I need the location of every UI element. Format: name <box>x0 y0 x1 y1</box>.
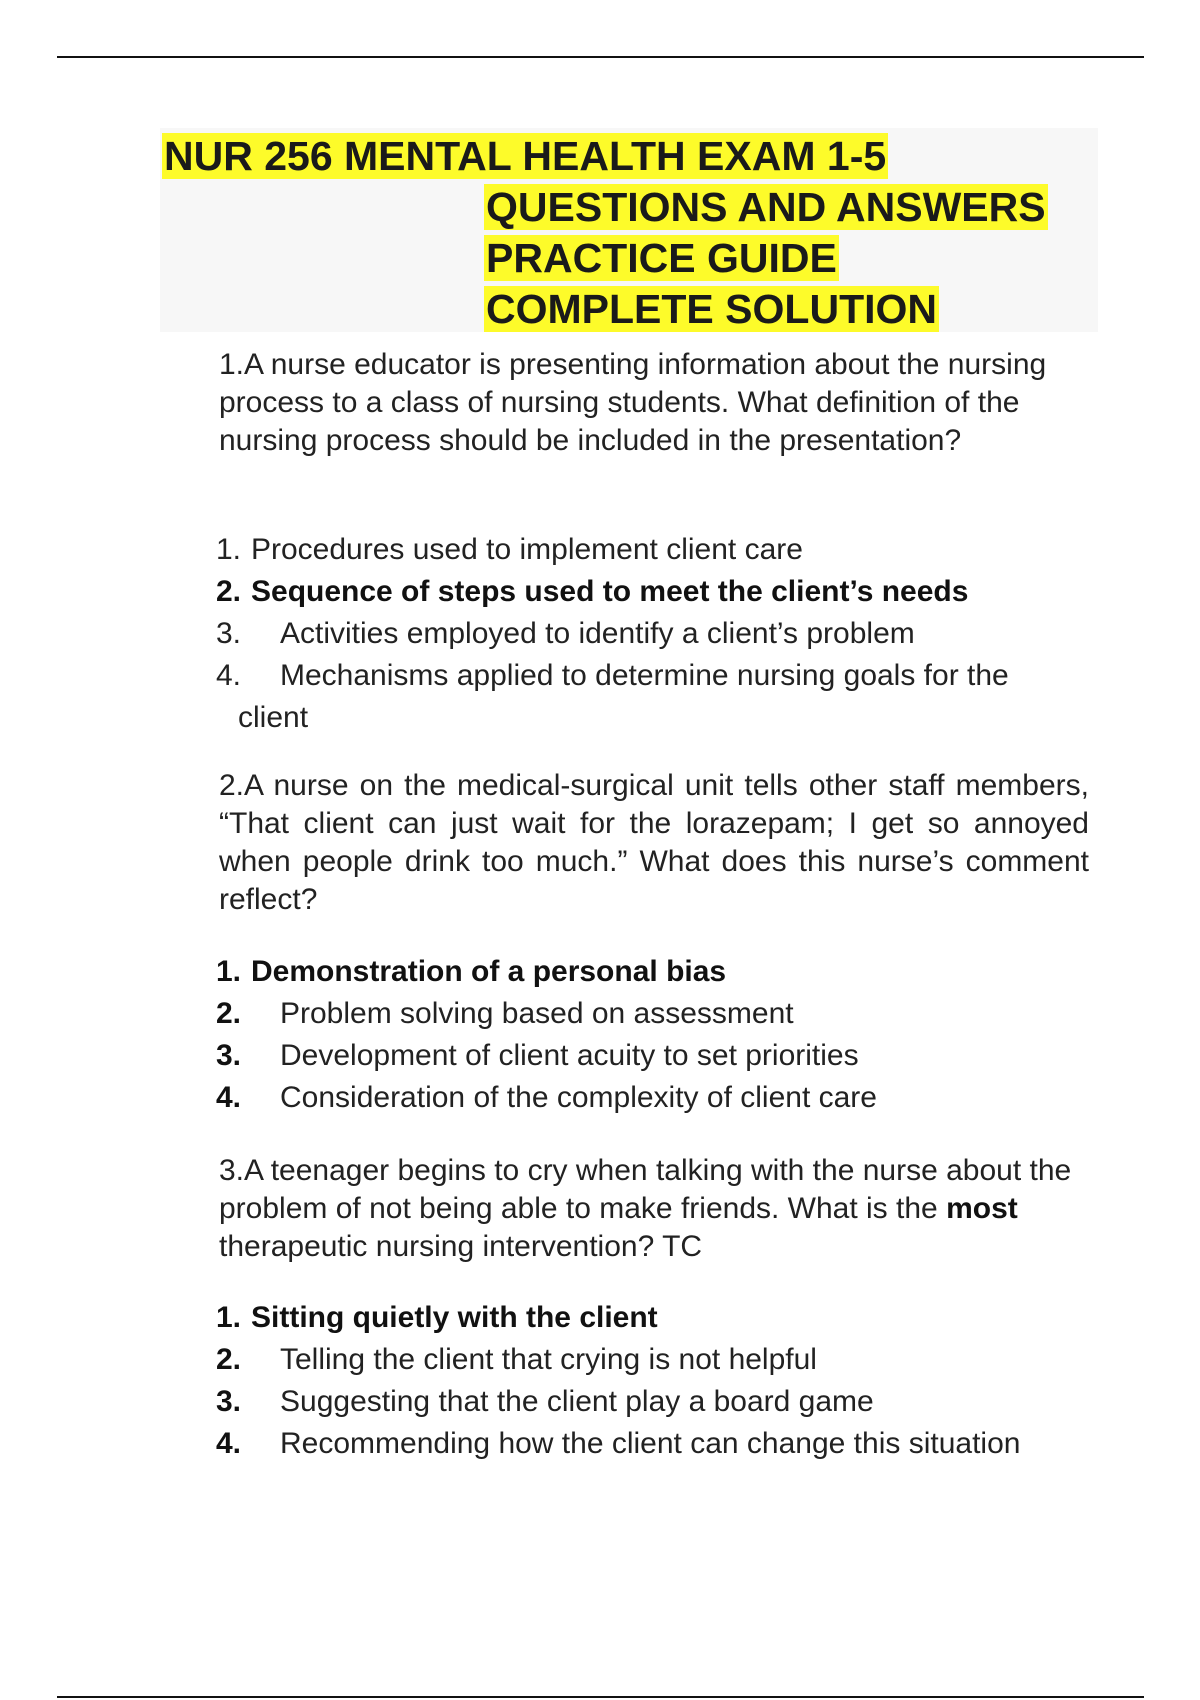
top-rule <box>57 56 1144 58</box>
document-title-line-3: PRACTICE GUIDE <box>486 235 837 281</box>
question-2-text: 2.A nurse on the medical-surgical unit tells other staff members, “That client can just wait for the lorazepam; I get so annoyed when people drink too much.” What does this nurse’s comment reflect? <box>219 769 1089 916</box>
document-title-line-1: NUR 256 MENTAL HEALTH EXAM 1-5 <box>164 133 887 179</box>
bottom-rule <box>57 1696 1144 1698</box>
question-1-text: 1.A nurse educator is presenting information about the nursing process to a class of nursing students. What definition of the nursing process should be included in the presentation? <box>219 348 1047 457</box>
question-1-option-4-continuation: client <box>238 701 309 734</box>
emphasis-most: most <box>946 1192 1018 1225</box>
question-3-text: 3.A teenager begins to cry when talking with the nurse about the problem of not being able to make friends. What is the most therapeutic nursing intervention? TC <box>219 1154 1072 1263</box>
document-title-line-4: COMPLETE SOLUTION <box>486 286 937 332</box>
document-title-line-2: QUESTIONS AND ANSWERS <box>486 184 1046 230</box>
